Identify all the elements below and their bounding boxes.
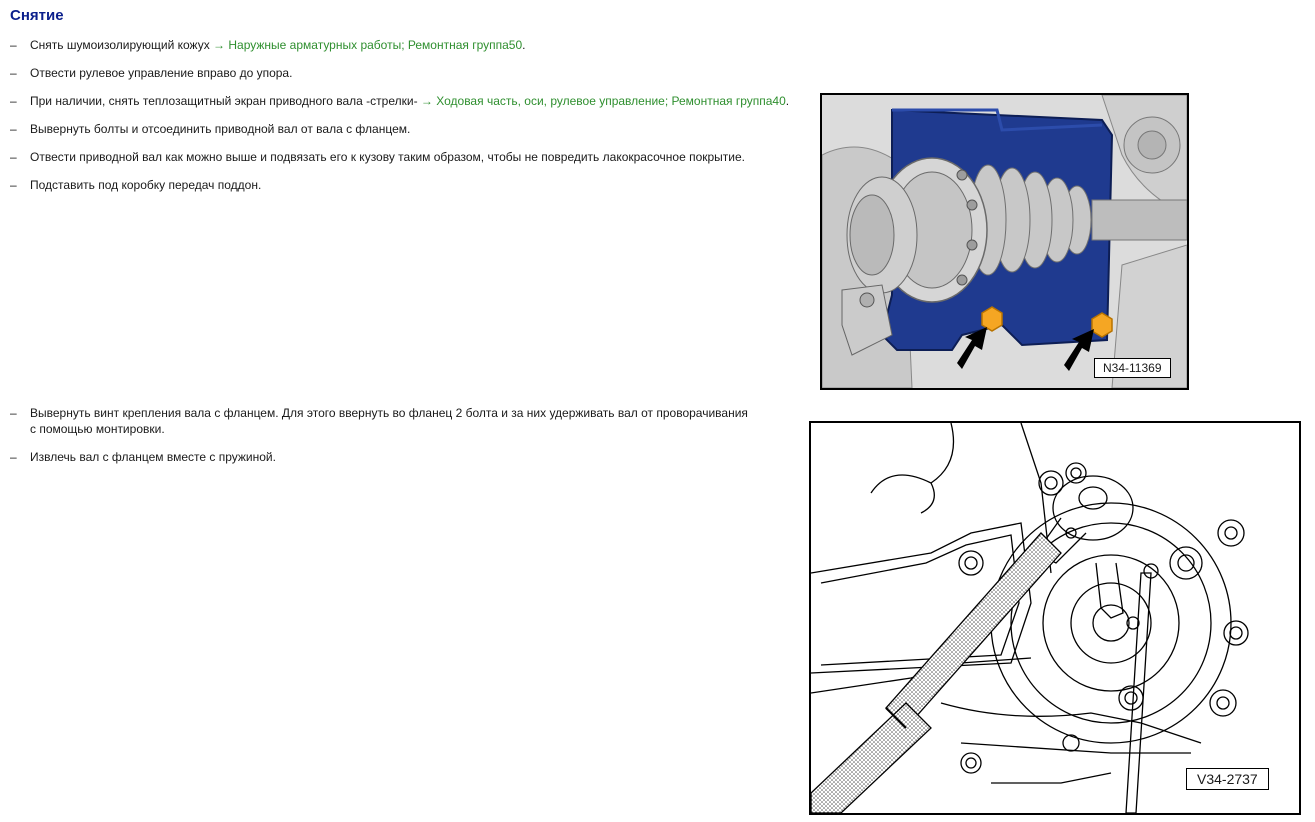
step-text: При наличии, снять теплозащитный экран приводного вала -стрелки-: [30, 94, 421, 108]
step-item: [10, 449, 750, 465]
step-link[interactable]: → Ходовая часть, оси, рулевое управление; Ремонтная группа40: [420, 94, 786, 108]
dash-marker: –: [10, 66, 17, 80]
step-suffix: .: [785, 94, 790, 108]
step-item: [10, 37, 800, 53]
heat-shield-illustration: [822, 95, 1187, 388]
step-item: [10, 65, 800, 81]
dash-marker: –: [10, 94, 17, 108]
dash-marker: –: [10, 450, 17, 464]
step-item: [10, 177, 800, 193]
flange-ratchet-illustration: [811, 423, 1299, 813]
dash-marker: –: [10, 122, 17, 136]
step-item: [10, 149, 770, 165]
step-item: [10, 121, 800, 137]
dash-marker: –: [10, 406, 17, 420]
figure-heat-shield: [820, 93, 1189, 390]
step-text: Отвести рулевое управление вправо до упора.: [30, 66, 293, 80]
dash-marker: –: [10, 38, 17, 52]
step-item: [10, 93, 800, 109]
step-link[interactable]: → Наружные арматурных работы; Ремонтная группа50: [213, 38, 523, 52]
step-item: [10, 405, 750, 437]
figure-2-label: V34-2737: [1186, 768, 1269, 790]
step-text: Подставить под коробку передач поддон.: [30, 178, 262, 192]
steps-list-1: [10, 37, 800, 205]
step-suffix: .: [522, 38, 526, 52]
dash-marker: –: [10, 150, 17, 164]
dash-marker: –: [10, 178, 17, 192]
step-text: Отвести приводной вал как можно выше и подвязать его к кузову таким образом, чтобы не повредить лакокрасочное покрытие.: [30, 150, 746, 164]
step-text: Вывернуть болты и отсоединить приводной вал от вала с фланцем.: [30, 122, 411, 136]
section-title: Снятие: [10, 7, 64, 24]
step-text: Вывернуть винт крепления вала с фланцем. Для этого ввернуть во фланец 2 болта и за них удерживать вал от проворачивания с помощью монтировки.: [30, 406, 748, 436]
steps-list-2: [10, 405, 750, 477]
step-text: Снять шумоизолирующий кожух: [30, 38, 214, 52]
figure-1-label: N34-11369: [1094, 358, 1171, 378]
figure-flange-ratchet: [809, 421, 1301, 815]
step-text: Извлечь вал с фланцем вместе с пружиной.: [30, 450, 276, 464]
